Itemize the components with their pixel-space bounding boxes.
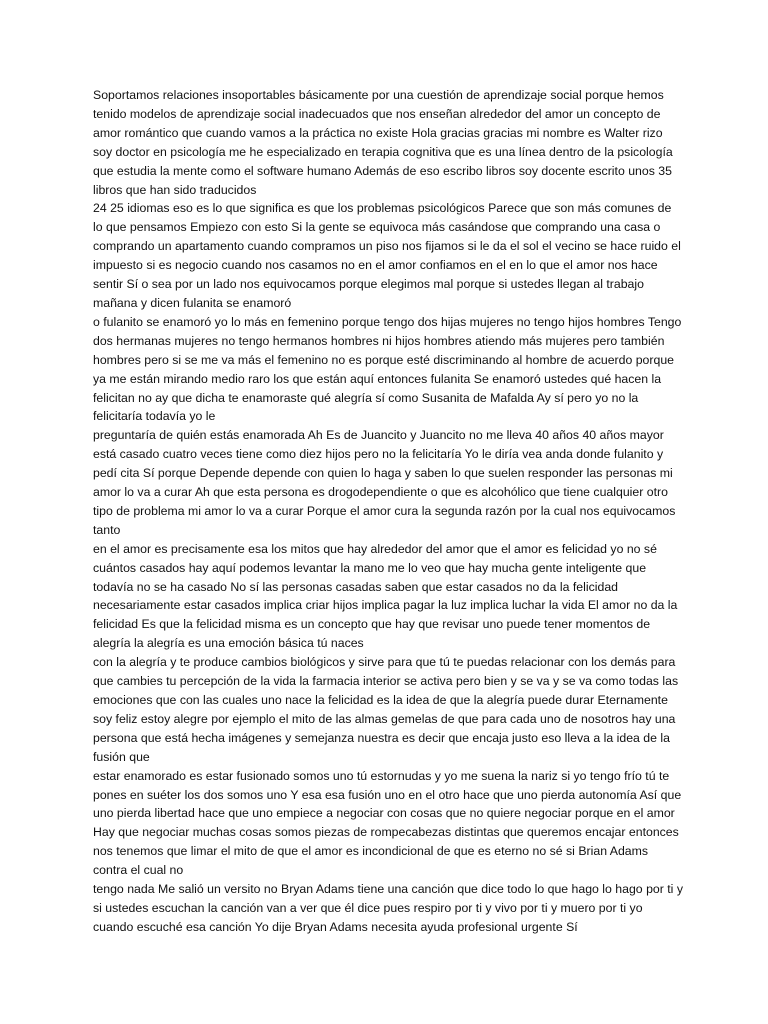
paragraph: en el amor es precisamente esa los mitos que hay alrededor del amor que el amor es felicidad yo no sé cuántos casados hay aquí podemos levantar la mano me lo veo que hay mucha gente inteligente que todavía no se ha casado No sí las personas casadas saben que estar casados no da la felicidad necesariamente estar casados implica criar hijos implica pagar la luz implica luchar la vida El amor no da la felicidad Es que la felicidad misma es un concepto que hay que revisar uno puede tener momentos de alegría la alegría es una emoción básica tú naces (93, 541, 678, 651)
paragraph: con la alegría y te produce cambios biológicos y sirve para que tú te puedas relacionar con los demás para que cambies tu percepción de la vida la farmacia interior se activa pero bien y se va y se va como todas las emociones que con las cuales uno nace la felicidad es la idea de que la alegría puede durar Eternamente soy feliz estoy alegre por ejemplo el mito de las almas gemelas de que para cada uno de nosotros hay una persona que está hecha imágenes y semejanza nuestra es decir que encaja justo eso lleva a la idea de la fusión que (93, 655, 679, 764)
paragraph: 24 25 idiomas eso es lo que significa es que los problemas psicológicos Parece que son más comunes de lo que pensamos Empiezo con esto Si la gente se equivoca más casándose que comprando una casa o comprando un apartamento cuando compramos un piso nos fijamos si le da el sol el vecino se hace ruido el impuesto si es negocio cuando nos casamos no en el amor confiamos en el en lo que el amor nos hace sentir Sí o sea por un lado nos equivocamos porque elegimos mal porque si ustedes llegan al trabajo mañana y dicen fulanita se enamoró (93, 201, 681, 310)
paragraph: o fulanito se enamoró yo lo más en femenino porque tengo dos hijas mujeres no tengo hijos hombres Tengo dos hermanas mujeres no tengo hermanos hombres ni hijos hombres atiendo más mujeres pero también hombres pero si se me va más el femenino no es porque esté discriminando al hombre de acuerdo porque ya me están mirando medio raro los que están aquí entonces fulanita Se enamoró ustedes qué hacen la felicitan no ay que dicha te enamoraste qué alegría sí como Susanita de Mafalda Ay sí pero yo no la felicitaría todavía yo le (93, 314, 682, 424)
paragraph: Soportamos relaciones insoportables básicamente por una cuestión de aprendizaje social porque hemos tenido modelos de aprendizaje social inadecuados que nos enseñan alrededor del amor un concepto de amor romántico que cuando vamos a la práctica no existe Hola gracias gracias mi nombre es Walter rizo soy doctor en psicología me he especializado en terapia cognitiva que es una línea dentro de la psicología que estudia la mente como el software humano Además de eso escribo libros soy docente escrito unos 35 libros que han sido traducidos (93, 88, 673, 197)
paragraph: tengo nada Me salió un versito no Bryan Adams tiene una canción que dice todo lo que hago lo hago por ti y si ustedes escuchan la canción van a ver que él dice pues respiro por ti y vivo por ti y muero por ti yo cuando escuché esa canción Yo dije Bryan Adams necesita ayuda profesional urgente Sí (93, 882, 683, 934)
paragraph: preguntaría de quién estás enamorada Ah Es de Juancito y Juancito no me lleva 40 años 40 años mayor está casado cuatro veces tiene como diez hijos pero no la felicitaría Yo le diría vea anda donde fulanito y pedí cita Sí porque Depende depende con quien lo haga y saben lo que suelen responder las personas mi amor lo va a curar Ah que esta persona es drogodependiente o que es alcohólico que tiene cualquier otro tipo de problema mi amor lo va a curar Porque el amor cura la segunda razón por la cual nos equivocamos tanto (93, 428, 676, 537)
transcript-text (93, 86, 683, 937)
paragraph: estar enamorado es estar fusionado somos uno tú estornudas y yo me suena la nariz si yo tengo frío tú te pones en suéter los dos somos uno Y esa esa fusión uno en el otro hace que uno pierda autonomía Así que uno pierda libertad hace que uno empiece a negociar con cosas que no quiere negociar porque en el amor Hay que negociar muchas cosas somos piezas de rompecabezas distintas que queremos encajar entonces nos tenemos que limar el mito de que el amor es incondicional de que es eterno no sé si Brian Adams contra el cual no (93, 768, 682, 878)
